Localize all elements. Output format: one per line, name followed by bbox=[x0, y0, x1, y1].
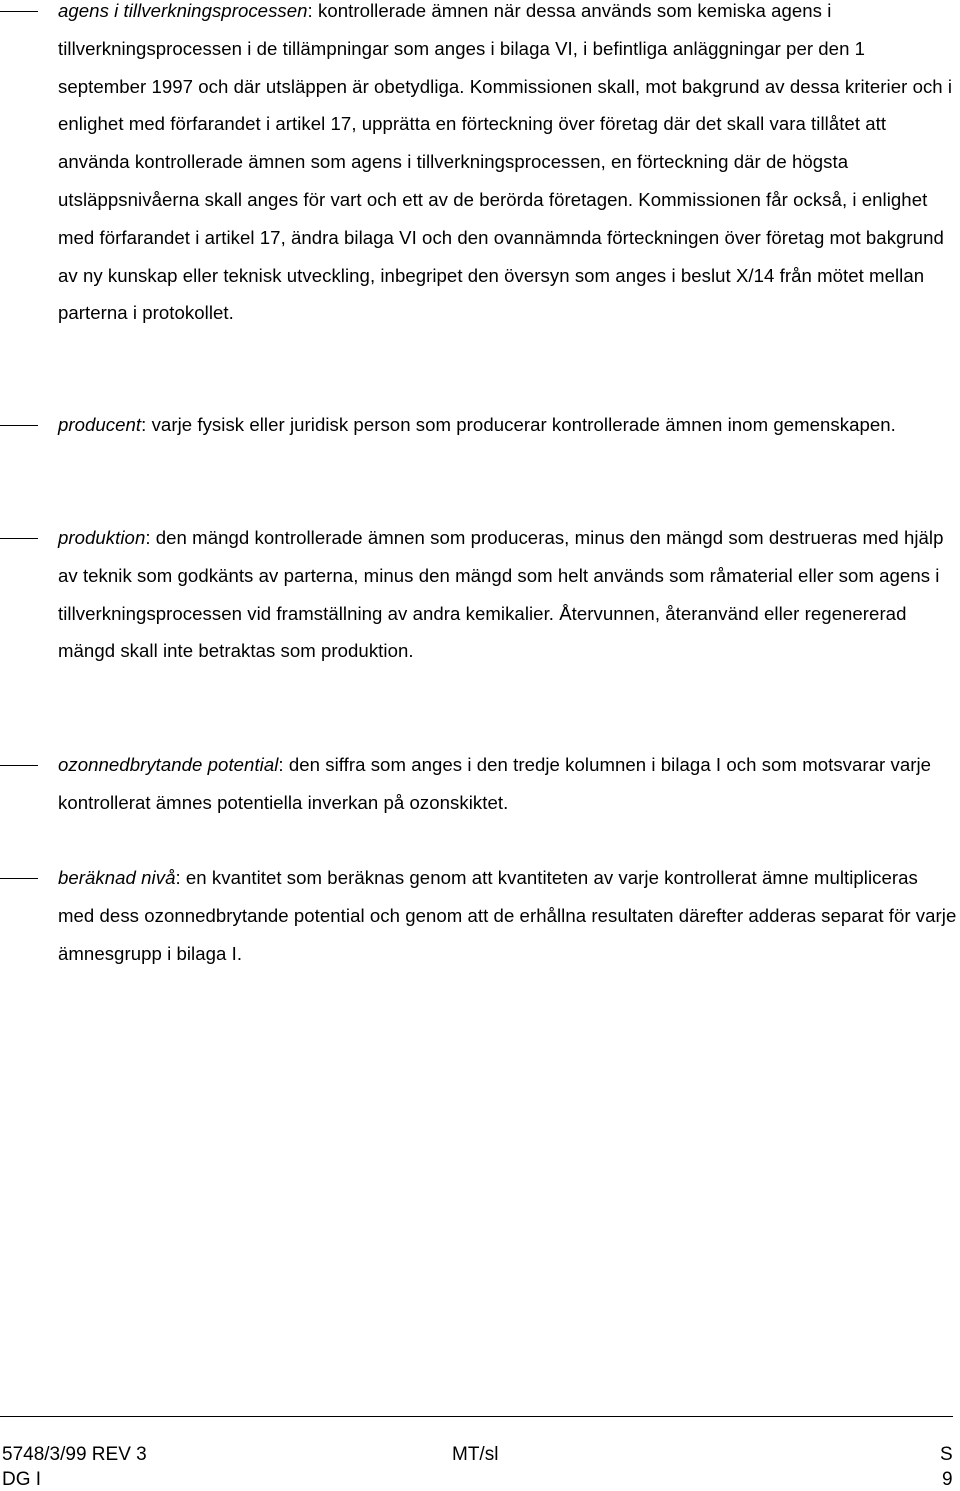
definition-text bbox=[58, 0, 958, 332]
definition-body: : varje fysisk eller juridisk person som producerar kontrollerade ämnen inom gemenskapen. bbox=[141, 414, 896, 435]
footer-divider bbox=[0, 1416, 953, 1417]
definition-text bbox=[58, 746, 958, 822]
definition-text bbox=[58, 519, 958, 670]
definition-term: producent bbox=[58, 414, 142, 435]
page-number: 9 bbox=[942, 1469, 953, 1490]
definition-body: : den siffra som anges i den tredje kolumnen i bilaga I och som motsvarar varje kontrollerat ämnes potentiella inverkan på ozonskiktet. bbox=[58, 754, 932, 813]
directorate-general: DG I bbox=[2, 1469, 42, 1490]
doc-reference: 5748/3/99 REV 3 bbox=[2, 1444, 147, 1465]
definition-term: agens i tillverkningsprocessen bbox=[58, 0, 308, 21]
definition-term: beräknad nivå bbox=[58, 867, 176, 888]
definition-term: produktion bbox=[58, 527, 146, 548]
definition-body: : en kvantitet som beräknas genom att kvantiteten av varje kontrollerat ämne multipliceras med dess ozonnedbrytande potential och genom att de erhållna resultaten därefter adderas separat för varje ämnesgrupp i bilaga I. bbox=[58, 867, 957, 964]
definition-term: ozonnedbrytande potential bbox=[58, 754, 279, 775]
definition-body: : den mängd kontrollerade ämnen som produceras, minus den mängd som destrueras med hjälp av teknik som godkänts av parterna, minus den mängd som helt används som råmaterial eller som agens i tillverkningsprocessen vid framställning av andra kemikalier. Återvunnen, återanvänd eller regenererad mängd skall inte betraktas som produktion. bbox=[58, 527, 944, 662]
dash-bullet bbox=[0, 878, 38, 879]
author-initials: MT/sl bbox=[452, 1444, 499, 1465]
language-code: S bbox=[940, 1444, 953, 1465]
dash-bullet bbox=[0, 765, 38, 766]
definition-text bbox=[58, 406, 958, 444]
dash-bullet bbox=[0, 538, 38, 539]
definition-text bbox=[58, 859, 958, 972]
definition-body: : kontrollerade ämnen när dessa används som kemiska agens i tillverkningsprocessen i de tillämpningar som anges i bilaga VI, i befintliga anläggningar per den 1 september 1997 och där utsläppen är obetydliga. Kommissionen skall, mot bakgrund av dessa kriterier och i enlighet med förfarandet i artikel 17, upprätta en förteckning över företag där det skall vara tillåtet att använda kontrollerade ämnen som agens i tillverkningsprocessen, en förteckning där de högsta utsläppsnivåerna skall anges för vart och ett av de berörda företagen. Kommissionen får också, i enlighet med förfarandet i artikel 17, ändra bilaga VI och den ovannämnda förteckningen över företag mot bakgrund av ny kunskap eller teknisk utveckling, inbegripet den översyn som anges i beslut X/14 från mötet mellan parterna i protokollet. bbox=[58, 0, 953, 324]
dash-bullet bbox=[0, 425, 38, 426]
dash-bullet bbox=[0, 11, 38, 12]
